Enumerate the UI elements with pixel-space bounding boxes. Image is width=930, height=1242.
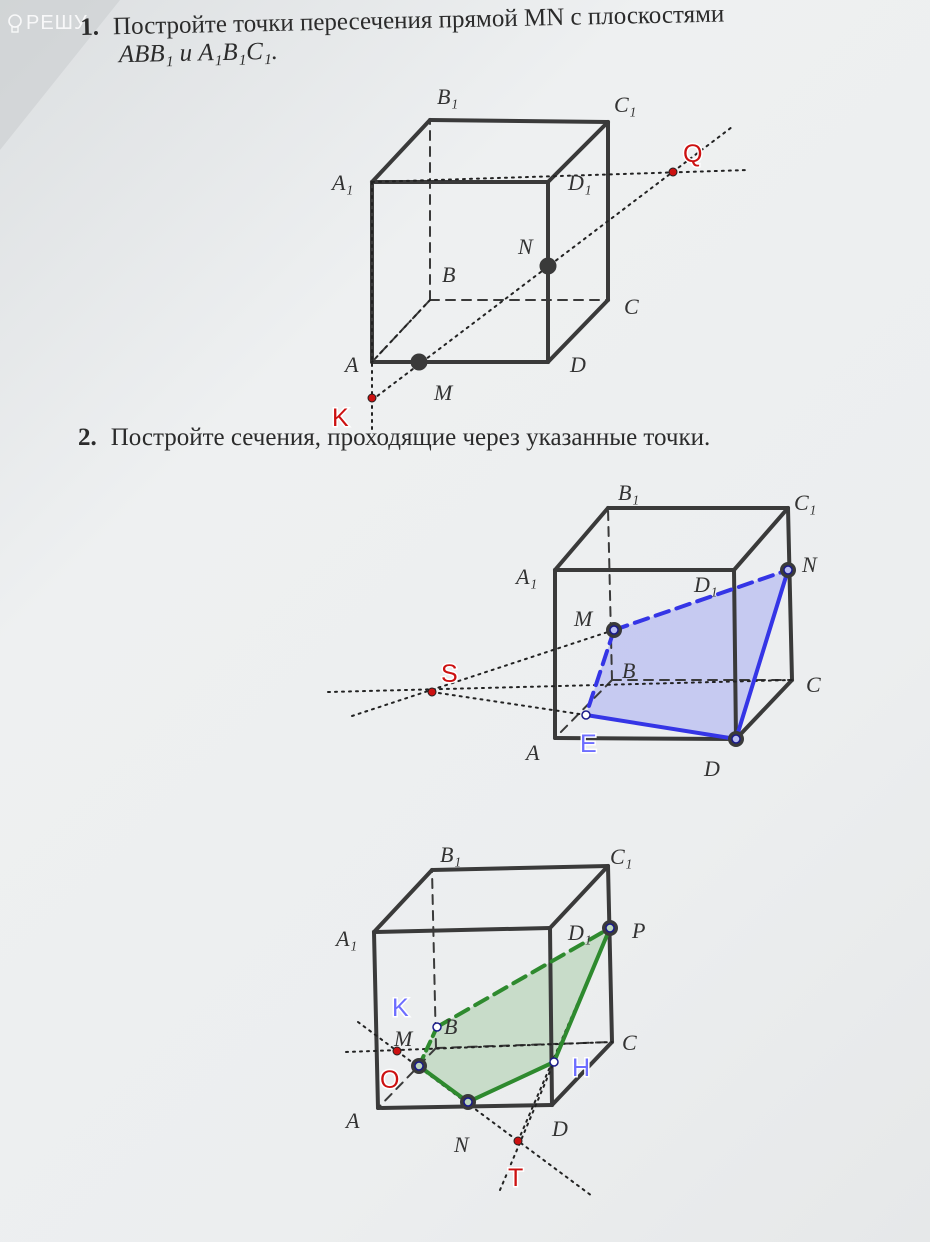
label-A: A — [346, 1108, 360, 1133]
label-P: P — [632, 918, 646, 943]
point-S — [428, 688, 436, 696]
line-AB-extension — [372, 300, 430, 362]
label-Q: Q — [683, 140, 703, 168]
label-N: N — [802, 552, 817, 577]
label-O: O — [380, 1066, 400, 1094]
label-B1: B₁ — [440, 842, 462, 867]
label-E: E — [580, 730, 597, 758]
label-D1: D₁ — [694, 572, 718, 597]
label-B: B — [442, 262, 456, 287]
label-H: H — [572, 1054, 591, 1082]
cube-figure-3 — [346, 866, 618, 1196]
point-N — [464, 1098, 472, 1106]
label-B: B — [444, 1014, 458, 1039]
point-T — [514, 1137, 522, 1145]
point-E — [582, 711, 590, 719]
label-D: D — [570, 352, 586, 377]
edge-B1C1 — [430, 120, 608, 122]
label-D: D — [552, 1116, 568, 1141]
label-A1: A₁ — [332, 170, 354, 195]
cube-figure-2 — [328, 508, 796, 747]
task-1-text: Постройте точки пересечения прямой MN с плоскостями — [112, 0, 725, 41]
label-D1: D₁ — [568, 170, 592, 195]
point-M — [411, 354, 427, 370]
edge-DD1 — [550, 928, 552, 1105]
label-C: C — [806, 672, 821, 697]
label-M: M — [394, 1026, 413, 1051]
point-D — [732, 735, 740, 743]
label-C1: C₁ — [614, 92, 637, 117]
label-A1: A₁ — [516, 564, 538, 589]
label-K: K — [392, 994, 409, 1022]
label-C: C — [622, 1030, 637, 1055]
label-C1: C₁ — [610, 844, 633, 869]
task-1-number: 1. — [80, 13, 100, 41]
label-B1: B₁ — [437, 84, 459, 109]
watermark-text: РЕШУ — [26, 12, 88, 34]
label-S: S — [441, 660, 458, 688]
point-Q — [669, 168, 677, 176]
edge-CC1 — [608, 866, 612, 1042]
label-C: C — [624, 294, 639, 319]
label-D: D — [704, 756, 720, 781]
label-M: M — [574, 606, 593, 631]
label-K: K — [332, 404, 349, 432]
edge-DD1 — [734, 570, 736, 739]
point-P — [606, 924, 614, 932]
label-B1: B₁ — [618, 480, 640, 505]
label-C1: C₁ — [794, 490, 817, 515]
point-M — [610, 626, 618, 634]
label-T: T — [508, 1164, 524, 1192]
label-N: N — [518, 234, 533, 259]
point-K — [433, 1023, 441, 1031]
label-A1: A₁ — [336, 926, 358, 951]
edge-BB1-hidden — [432, 870, 436, 1048]
figure-1-labels — [330, 84, 702, 432]
point-H — [550, 1058, 558, 1066]
label-D1: D₁ — [568, 920, 592, 945]
edge-A1B1 — [374, 870, 432, 932]
label-M: M — [434, 380, 453, 405]
label-N: N — [454, 1132, 469, 1157]
label-A: A — [526, 740, 540, 765]
edge-A1D1 — [374, 928, 550, 932]
point-N — [540, 258, 556, 274]
edge-A1B1 — [372, 120, 430, 182]
task-2-text: Постройте сечения, проходящие через указанные точки. — [110, 424, 711, 451]
label-B: B — [622, 658, 636, 683]
edge-D1C1 — [550, 866, 608, 928]
edge-CC1 — [788, 508, 792, 680]
task-2-number: 2. — [78, 424, 97, 451]
point-O — [415, 1062, 423, 1070]
point-K — [368, 394, 376, 402]
label-A: A — [345, 352, 359, 377]
point-N — [784, 566, 792, 574]
line-MN-extension — [352, 630, 614, 716]
line-SE — [432, 692, 586, 715]
edge-AA1 — [374, 932, 378, 1108]
edge-D1C1 — [734, 508, 788, 570]
edge-A1B1 — [555, 508, 608, 570]
task-1-text-continued: ABB₁ и A₁B₁C₁. — [118, 37, 279, 69]
